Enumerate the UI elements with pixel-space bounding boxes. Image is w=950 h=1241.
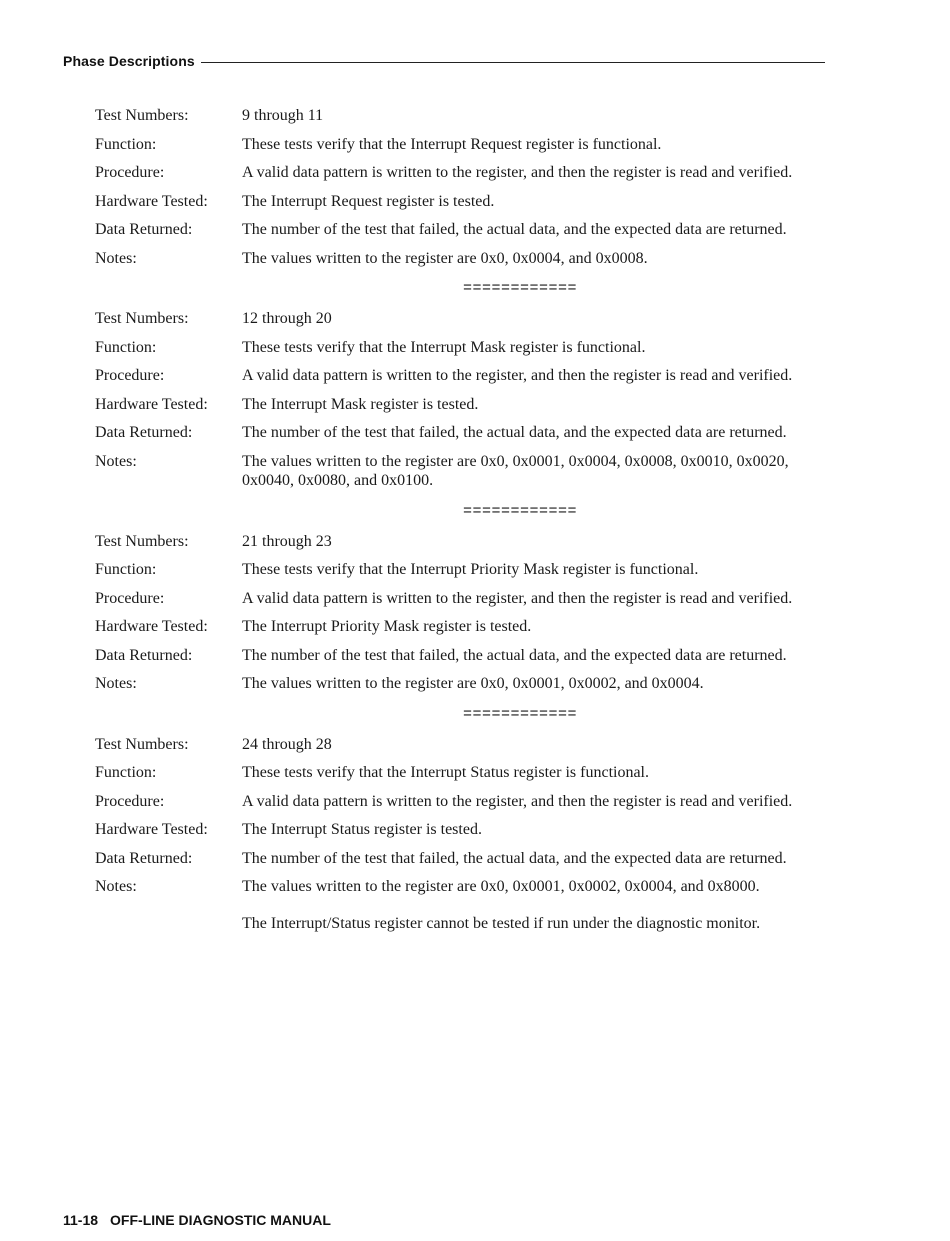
field-value — [242, 192, 835, 212]
field-paragraph: The Interrupt Mask register is tested. — [242, 395, 479, 413]
field-value — [242, 589, 835, 609]
field-row — [95, 617, 835, 637]
header-rule — [201, 62, 825, 63]
field-value — [242, 560, 835, 580]
field-row — [95, 560, 835, 580]
field-paragraph: 24 through 28 — [242, 735, 332, 753]
field-paragraph: The number of the test that failed, the actual data, and the expected data are returned. — [242, 221, 787, 238]
field-paragraph: The values written to the register are 0x0, 0x0001, 0x0002, and 0x0004. — [242, 675, 704, 692]
field-label: Function: — [95, 561, 157, 578]
field-value — [242, 532, 835, 552]
field-paragraph: The number of the test that failed, the actual data, and the expected data are returned. — [242, 424, 787, 441]
page-number: 11-18 — [63, 1212, 99, 1228]
field-paragraph: 12 through 20 — [242, 310, 332, 327]
manual-title: OFF-LINE DIAGNOSTIC MANUAL — [110, 1212, 331, 1228]
test-descriptions — [95, 106, 835, 942]
field-value — [242, 763, 835, 783]
field-paragraph: A valid data pattern is written to the register, and then the register is read and verified. — [242, 792, 793, 810]
field-paragraph: The values written to the register are 0x0, 0x0004, and 0x0008. — [242, 249, 648, 267]
field-paragraph: These tests verify that the Interrupt Status register is functional. — [242, 764, 649, 781]
field-paragraph: A valid data pattern is written to the register, and then the register is read and verified. — [242, 367, 793, 384]
field-row — [95, 452, 835, 491]
field-row — [95, 135, 835, 155]
field-value — [242, 820, 835, 840]
test-block — [95, 309, 835, 491]
field-paragraph: The Interrupt Priority Mask register is tested. — [242, 618, 532, 635]
block-separator: ============ — [462, 705, 578, 723]
field-row — [95, 395, 835, 415]
field-value — [242, 366, 835, 386]
field-value — [242, 395, 835, 415]
field-row — [95, 163, 835, 183]
field-label: Hardware Tested: — [95, 618, 208, 635]
field-paragraph: The number of the test that failed, the actual data, and the expected data are returned. — [242, 849, 787, 867]
field-paragraph: 21 through 23 — [242, 532, 332, 550]
field-label: Hardware Tested: — [95, 395, 208, 413]
field-value — [242, 106, 835, 126]
page-header — [63, 53, 825, 69]
field-paragraph: 9 through 11 — [242, 107, 324, 124]
field-label: Procedure: — [95, 589, 165, 607]
field-label: Hardware Tested: — [95, 192, 208, 210]
field-row — [95, 309, 835, 329]
field-label: Notes: — [95, 878, 137, 895]
field-label: Function: — [95, 135, 157, 153]
block-separator: ============ — [462, 502, 578, 520]
field-row — [95, 338, 835, 358]
field-paragraph: A valid data pattern is written to the register, and then the register is read and verified. — [242, 589, 793, 607]
test-block — [95, 106, 835, 268]
field-value — [242, 792, 835, 812]
field-row — [95, 220, 835, 240]
field-row — [95, 249, 835, 269]
block-separator: ============ — [462, 280, 578, 297]
field-row — [95, 763, 835, 783]
field-value — [242, 163, 835, 183]
test-block — [95, 735, 835, 934]
field-paragraph: The Interrupt Status register is tested. — [242, 821, 482, 838]
field-row — [95, 646, 835, 666]
field-row — [95, 423, 835, 443]
field-value — [242, 249, 835, 269]
field-label: Procedure: — [95, 367, 165, 384]
field-paragraph: These tests verify that the Interrupt Mask register is functional. — [242, 338, 646, 356]
page-footer — [63, 1212, 331, 1228]
field-paragraph: These tests verify that the Interrupt Request register is functional. — [242, 135, 662, 153]
field-label: Data Returned: — [95, 849, 193, 867]
field-row — [95, 735, 835, 755]
field-value — [242, 423, 835, 443]
field-row — [95, 820, 835, 840]
field-paragraph: The values written to the register are 0x0, 0x0001, 0x0004, 0x0008, 0x0010, 0x0020, 0x0040, 0x0080, and 0x0100. — [242, 452, 789, 489]
field-label: Data Returned: — [95, 646, 193, 664]
field-label: Notes: — [95, 675, 137, 692]
field-row — [95, 674, 835, 694]
field-paragraph: A valid data pattern is written to the register, and then the register is read and verified. — [242, 164, 793, 181]
field-label: Hardware Tested: — [95, 821, 208, 838]
field-label: Test Numbers: — [95, 735, 189, 753]
field-row — [95, 589, 835, 609]
field-row — [95, 849, 835, 869]
field-value — [242, 646, 835, 666]
field-value — [242, 674, 835, 694]
field-value — [242, 452, 835, 491]
field-row — [95, 877, 835, 933]
field-label: Procedure: — [95, 792, 165, 810]
field-label: Test Numbers: — [95, 532, 189, 550]
field-value — [242, 735, 835, 755]
field-row — [95, 106, 835, 126]
field-label: Test Numbers: — [95, 310, 189, 327]
field-row — [95, 366, 835, 386]
field-value — [242, 617, 835, 637]
field-row — [95, 192, 835, 212]
field-paragraph: The Interrupt Request register is tested. — [242, 192, 495, 210]
field-value — [242, 849, 835, 869]
field-label: Test Numbers: — [95, 107, 189, 124]
field-label: Function: — [95, 764, 157, 781]
field-value — [242, 877, 835, 933]
field-label: Notes: — [95, 249, 137, 267]
field-label: Notes: — [95, 452, 137, 470]
field-label: Data Returned: — [95, 221, 193, 238]
field-row — [95, 532, 835, 552]
field-value — [242, 338, 835, 358]
test-block — [95, 532, 835, 694]
field-label: Function: — [95, 338, 157, 356]
field-value — [242, 309, 835, 329]
field-paragraph: The number of the test that failed, the actual data, and the expected data are returned. — [242, 646, 787, 664]
field-paragraph: The values written to the register are 0x0, 0x0001, 0x0002, 0x0004, and 0x8000. — [242, 878, 760, 895]
field-paragraph: The Interrupt/Status register cannot be tested if run under the diagnostic monitor. — [242, 914, 761, 932]
section-title: Phase Descriptions — [63, 53, 195, 69]
field-paragraph: These tests verify that the Interrupt Priority Mask register is functional. — [242, 561, 699, 578]
field-label: Procedure: — [95, 164, 165, 181]
field-value — [242, 220, 835, 240]
field-row — [95, 792, 835, 812]
field-value — [242, 135, 835, 155]
field-label: Data Returned: — [95, 424, 193, 441]
